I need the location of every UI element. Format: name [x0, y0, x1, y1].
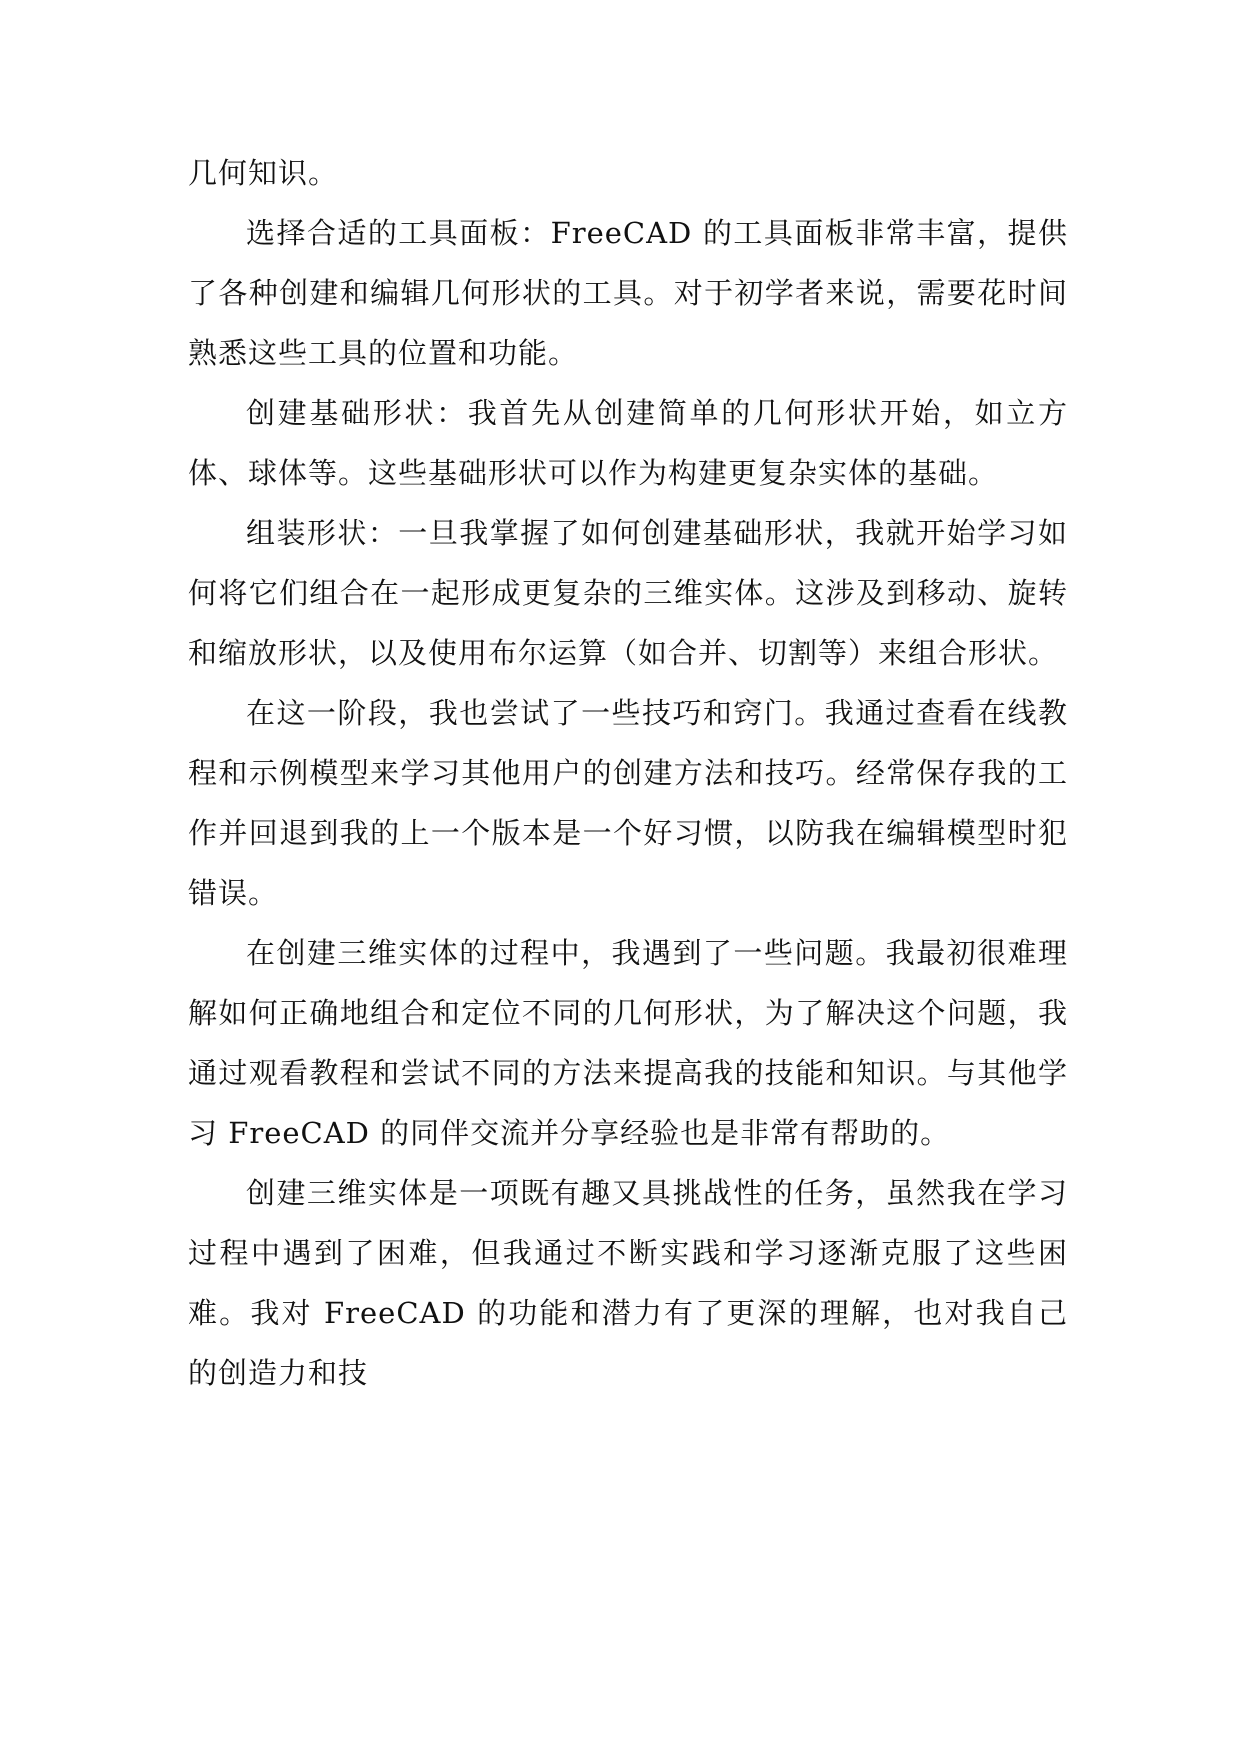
paragraph-tool-panel: 选择合适的工具面板：FreeCAD 的工具面板非常丰富，提供了各种创建和编辑几何形状的工具。对于初学者来说，需要花时间熟悉这些工具的位置和功能。 — [188, 216, 1068, 370]
paragraph-assemble-shapes: 组装形状：一旦我掌握了如何创建基础形状，我就开始学习如何将它们组合在一起形成更复杂的三维实体。这涉及到移动、旋转和缩放形状，以及使用布尔运算（如合并、切割等）来组合形状。 — [188, 516, 1068, 670]
paragraph-basic-shapes: 创建基础形状：我首先从创建简单的几何形状开始，如立方体、球体等。这些基础形状可以作为构建更复杂实体的基础。 — [188, 396, 1068, 490]
paragraph-continuation: 几何知识。 — [188, 156, 339, 190]
body-text — [188, 143, 1068, 1403]
paragraph-conclusion: 创建三维实体是一项既有趣又具挑战性的任务，虽然我在学习过程中遇到了困难，但我通过不断实践和学习逐渐克服了这些困难。我对 FreeCAD 的功能和潜力有了更深的理解，也对我自己的创造力和技 — [188, 1176, 1068, 1390]
paragraph-tips-tricks: 在这一阶段，我也尝试了一些技巧和窍门。我通过查看在线教程和示例模型来学习其他用户的创建方法和技巧。经常保存我的工作并回退到我的上一个版本是一个好习惯，以防我在编辑模型时犯错误。 — [188, 696, 1068, 910]
paragraph-problems: 在创建三维实体的过程中，我遇到了一些问题。我最初很难理解如何正确地组合和定位不同的几何形状，为了解决这个问题，我通过观看教程和尝试不同的方法来提高我的技能和知识。与其他学习 FreeCAD 的同伴交流并分享经验也是非常有帮助的。 — [188, 936, 1068, 1150]
